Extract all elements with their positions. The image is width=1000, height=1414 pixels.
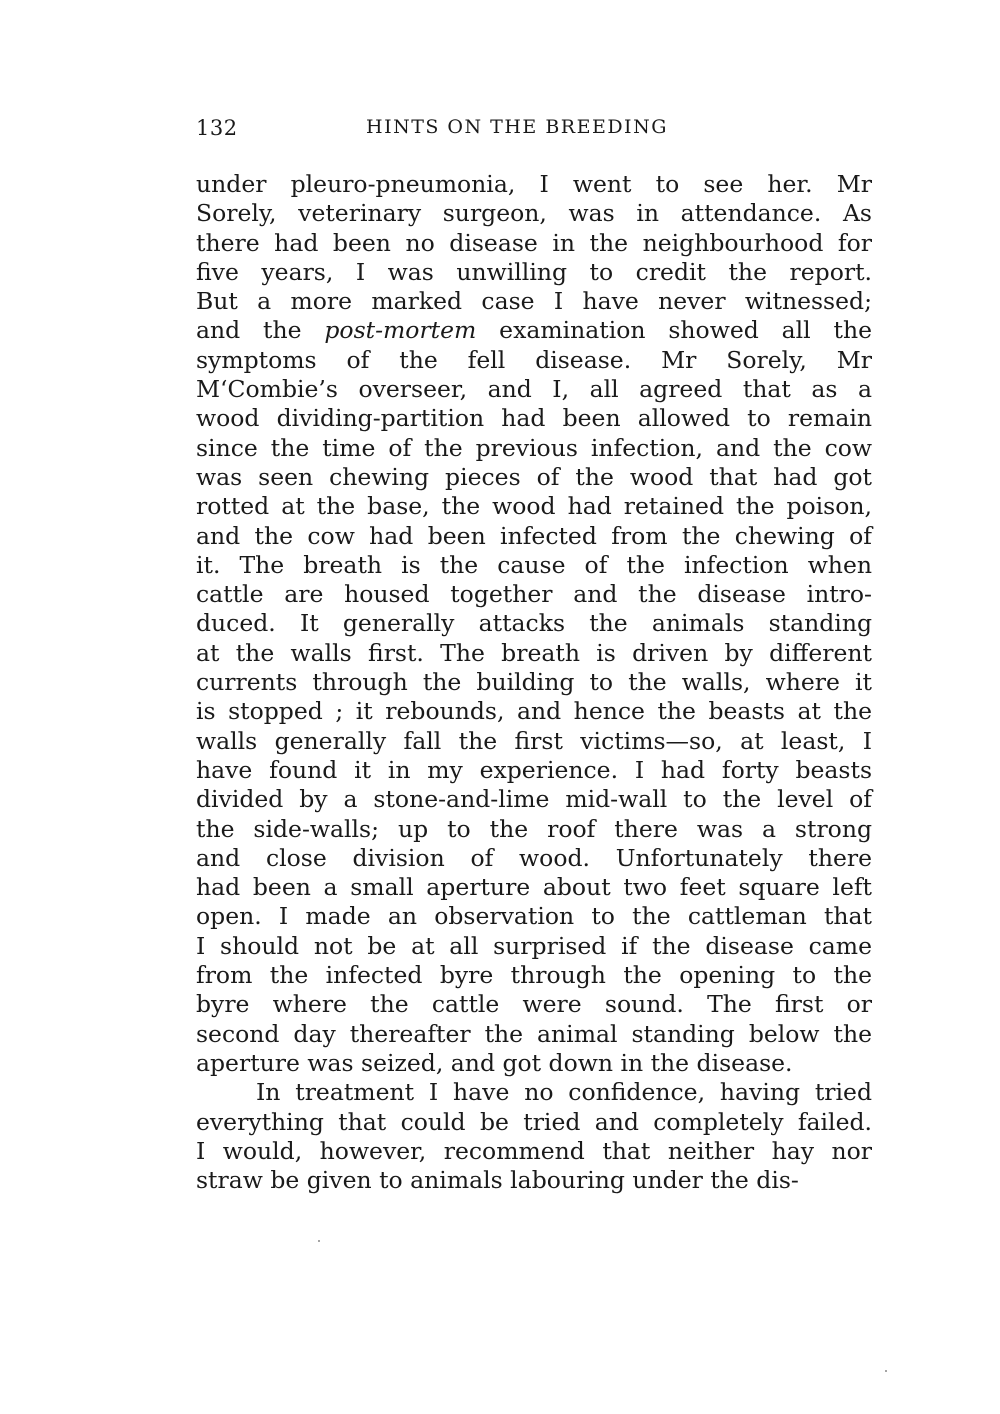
text-line: wood dividing-partition had been allowed to remain xyxy=(196,404,872,433)
text-line: aperture was seized, and got down in the disease. xyxy=(196,1048,793,1077)
page-header xyxy=(196,116,872,146)
text-line: and close division of wood. Unfortunately there xyxy=(196,843,872,872)
text-line: walls generally fall the first victims—so, at least, I xyxy=(196,726,872,755)
running-title: HINTS ON THE BREEDING xyxy=(366,116,668,138)
text-segment: examination showed all the xyxy=(476,316,872,345)
text-line: everything that could be tried and completely failed. xyxy=(196,1107,872,1136)
italic-term: post-mortem xyxy=(324,316,477,345)
text-line: there had been no disease in the neighbourhood for xyxy=(196,228,872,257)
body-text xyxy=(196,170,872,1195)
text-line: In treatment I have no confidence, having tried xyxy=(256,1078,872,1107)
text-line: divided by a stone-and-lime mid-wall to the level of xyxy=(196,785,872,814)
text-line: since the time of the previous infection, and the cow xyxy=(196,433,872,462)
text-line: the side-walls; up to the roof there was a strong xyxy=(196,814,872,843)
text-line: currents through the building to the walls, where it xyxy=(196,668,872,697)
text-line: second day thereafter the animal standing below the xyxy=(196,1019,872,1048)
text-line: it. The breath is the cause of the infection when xyxy=(196,550,872,579)
text-line: is stopped ; it rebounds, and hence the beasts at the xyxy=(196,697,872,726)
text-line: had been a small aperture about two feet square left xyxy=(196,873,872,902)
text-line: and the cow had been infected from the chewing of xyxy=(196,521,872,550)
text-line: under pleuro-pneumonia, I went to see her. Mr xyxy=(196,170,872,198)
text-line: have found it in my experience. I had forty beasts xyxy=(196,755,872,784)
paragraph xyxy=(196,170,872,1078)
text-line: I should not be at all surprised if the disease came xyxy=(196,931,872,960)
text-line: byre where the cattle were sound. The first or xyxy=(196,990,872,1019)
text-line: M‘Combie’s overseer, and I, all agreed that as a xyxy=(196,375,872,404)
text-line: duced. It generally attacks the animals standing xyxy=(196,609,872,638)
text-line: five years, I was unwilling to credit the report. xyxy=(196,257,872,286)
text-line: straw be given to animals labouring under the dis- xyxy=(196,1166,799,1195)
paragraph xyxy=(196,1078,872,1195)
text-line: But a more marked case I have never witnessed; xyxy=(196,287,872,316)
scan-speck xyxy=(885,1370,887,1372)
text-line: Sorely, veterinary surgeon, was in attendance. As xyxy=(196,199,872,228)
text-line: symptoms of the fell disease. Mr Sorely, Mr xyxy=(196,345,872,374)
text-line: was seen chewing pieces of the wood that had got xyxy=(196,462,872,491)
page-number: 132 xyxy=(196,116,238,140)
text-line: at the walls first. The breath is driven by different xyxy=(196,638,872,667)
text-line: from the infected byre through the opening to the xyxy=(196,961,872,990)
scan-speck xyxy=(318,1240,320,1242)
text-line: open. I made an observation to the cattleman that xyxy=(196,902,872,931)
text-line: I would, however, recommend that neither hay nor xyxy=(196,1136,872,1165)
text-line xyxy=(196,316,872,345)
text-line: cattle are housed together and the disease intro- xyxy=(196,580,872,609)
text-segment: and the xyxy=(196,316,325,345)
text-line: rotted at the base, the wood had retained the poison, xyxy=(196,492,872,521)
